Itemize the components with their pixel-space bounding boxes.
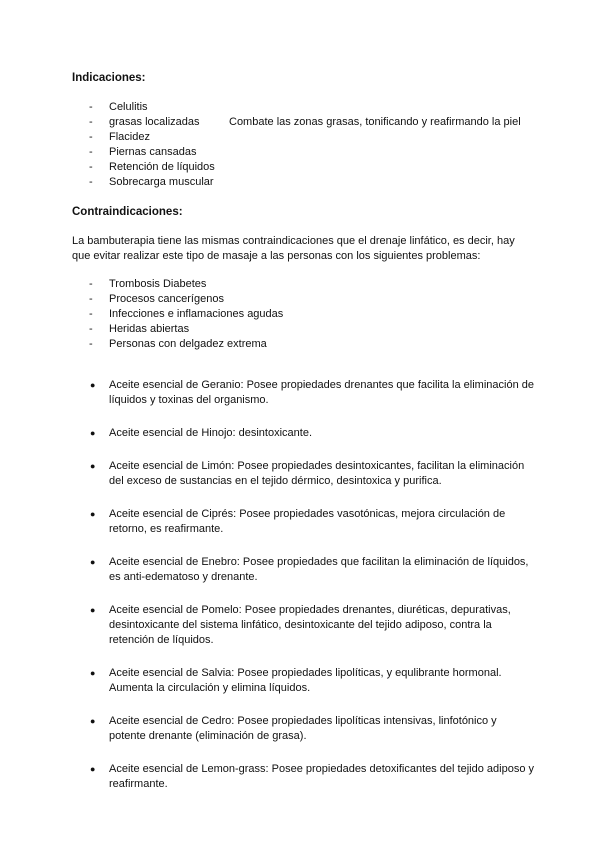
list-item-text: Procesos cancerígenos (109, 293, 224, 305)
list-item (90, 426, 535, 441)
dash-marker: - (89, 116, 93, 128)
list-item (89, 130, 215, 145)
list-item (90, 555, 535, 585)
bullet-marker: ● (90, 764, 96, 774)
list-item (89, 115, 521, 130)
bullet-marker: ● (90, 557, 96, 567)
list-item-text: Retención de líquidos (109, 161, 215, 173)
list-item-text: Aceite esencial de Limón: Posee propiedades desintoxicantes, facilitan la eliminación del exceso de sustancias en el tejido dérmico, desintoxica y purifica. (109, 460, 525, 487)
bullet-marker: ● (90, 668, 96, 678)
list-item-note: Combate las zonas grasas, tonificando y reafirmando la piel (229, 116, 521, 128)
list-item-text: Aceite esencial de Pomelo: Posee propiedades drenantes, diuréticas, depurativas, desintoxicante del sistema linfático, desintoxicante del tejido adiposo, contra la retención de líquidos. (109, 604, 511, 646)
list-item (90, 378, 535, 408)
list-item (90, 714, 535, 744)
indicaciones-heading: Indicaciones: (72, 72, 146, 84)
dash-marker: - (89, 161, 93, 173)
indicaciones-list (89, 100, 521, 190)
list-item-text: Infecciones e inflamaciones agudas (109, 308, 284, 320)
aceites-list (90, 378, 535, 810)
list-item (90, 603, 535, 648)
list-item (89, 175, 215, 190)
list-item-text: grasas localizadas (109, 116, 200, 128)
dash-marker: - (89, 323, 93, 335)
list-item (89, 292, 283, 307)
list-item-text: Trombosis Diabetes (109, 278, 207, 290)
list-item (89, 160, 215, 175)
list-item-text: Aceite esencial de Salvia: Posee propiedades lipolíticas, y equlibrante hormonal. Aumenta la circulación y elimina líquidos. (109, 667, 502, 694)
dash-marker: - (89, 131, 93, 143)
bullet-marker: ● (90, 461, 96, 471)
dash-marker: - (89, 278, 93, 290)
list-item (90, 507, 535, 537)
bullet-marker: ● (90, 428, 96, 438)
dash-marker: - (89, 101, 93, 113)
dash-marker: - (89, 146, 93, 158)
list-item-text: Flacidez (109, 131, 150, 143)
list-item-text: Aceite esencial de Enebro: Posee propiedades que facilitan la eliminación de líquidos, es anti-edematoso y drenante. (109, 556, 529, 583)
list-item (89, 145, 215, 160)
list-item (89, 337, 283, 352)
bullet-marker: ● (90, 716, 96, 726)
dash-marker: - (89, 176, 93, 188)
contraindicaciones-intro: La bambuterapia tiene las mismas contraindicaciones que el drenaje linfático, es decir, hay que evitar realizar este tipo de masaje a las personas con los siguientes problemas: (72, 235, 515, 262)
list-item-text: Personas con delgadez extrema (109, 338, 267, 350)
list-item-text: Celulitis (109, 101, 148, 113)
list-item-text: Aceite esencial de Lemon-grass: Posee propiedades detoxificantes del tejido adiposo y reafirmante. (109, 763, 534, 790)
list-item (89, 307, 283, 322)
list-item-text: Piernas cansadas (109, 146, 197, 158)
list-item-text: Sobrecarga muscular (109, 176, 214, 188)
list-item-text: Aceite esencial de Geranio: Posee propiedades drenantes que facilita la eliminación de líquidos y toxinas del organismo. (109, 379, 534, 406)
list-item (90, 666, 535, 696)
list-item-text: Aceite esencial de Cedro: Posee propiedades lipolíticas intensivas, linfotónico y potente drenante (eliminación de grasa). (109, 715, 497, 742)
list-item-text: Aceite esencial de Hinojo: desintoxicante. (109, 427, 313, 439)
list-item-text: Heridas abiertas (109, 323, 190, 335)
list-item (89, 277, 283, 292)
list-item (90, 459, 535, 489)
contraindicaciones-heading: Contraindicaciones: (72, 206, 183, 218)
list-item-text: Aceite esencial de Ciprés: Posee propiedades vasotónicas, mejora circulación de retorno, es reafirmante. (109, 508, 506, 535)
list-item (89, 100, 215, 115)
dash-marker: - (89, 308, 93, 320)
dash-marker: - (89, 293, 93, 305)
bullet-marker: ● (90, 380, 96, 390)
bullet-marker: ● (90, 605, 96, 615)
list-item (90, 762, 535, 792)
list-item (89, 322, 283, 337)
bullet-marker: ● (90, 509, 96, 519)
dash-marker: - (89, 338, 93, 350)
contraindicaciones-list (89, 277, 283, 352)
